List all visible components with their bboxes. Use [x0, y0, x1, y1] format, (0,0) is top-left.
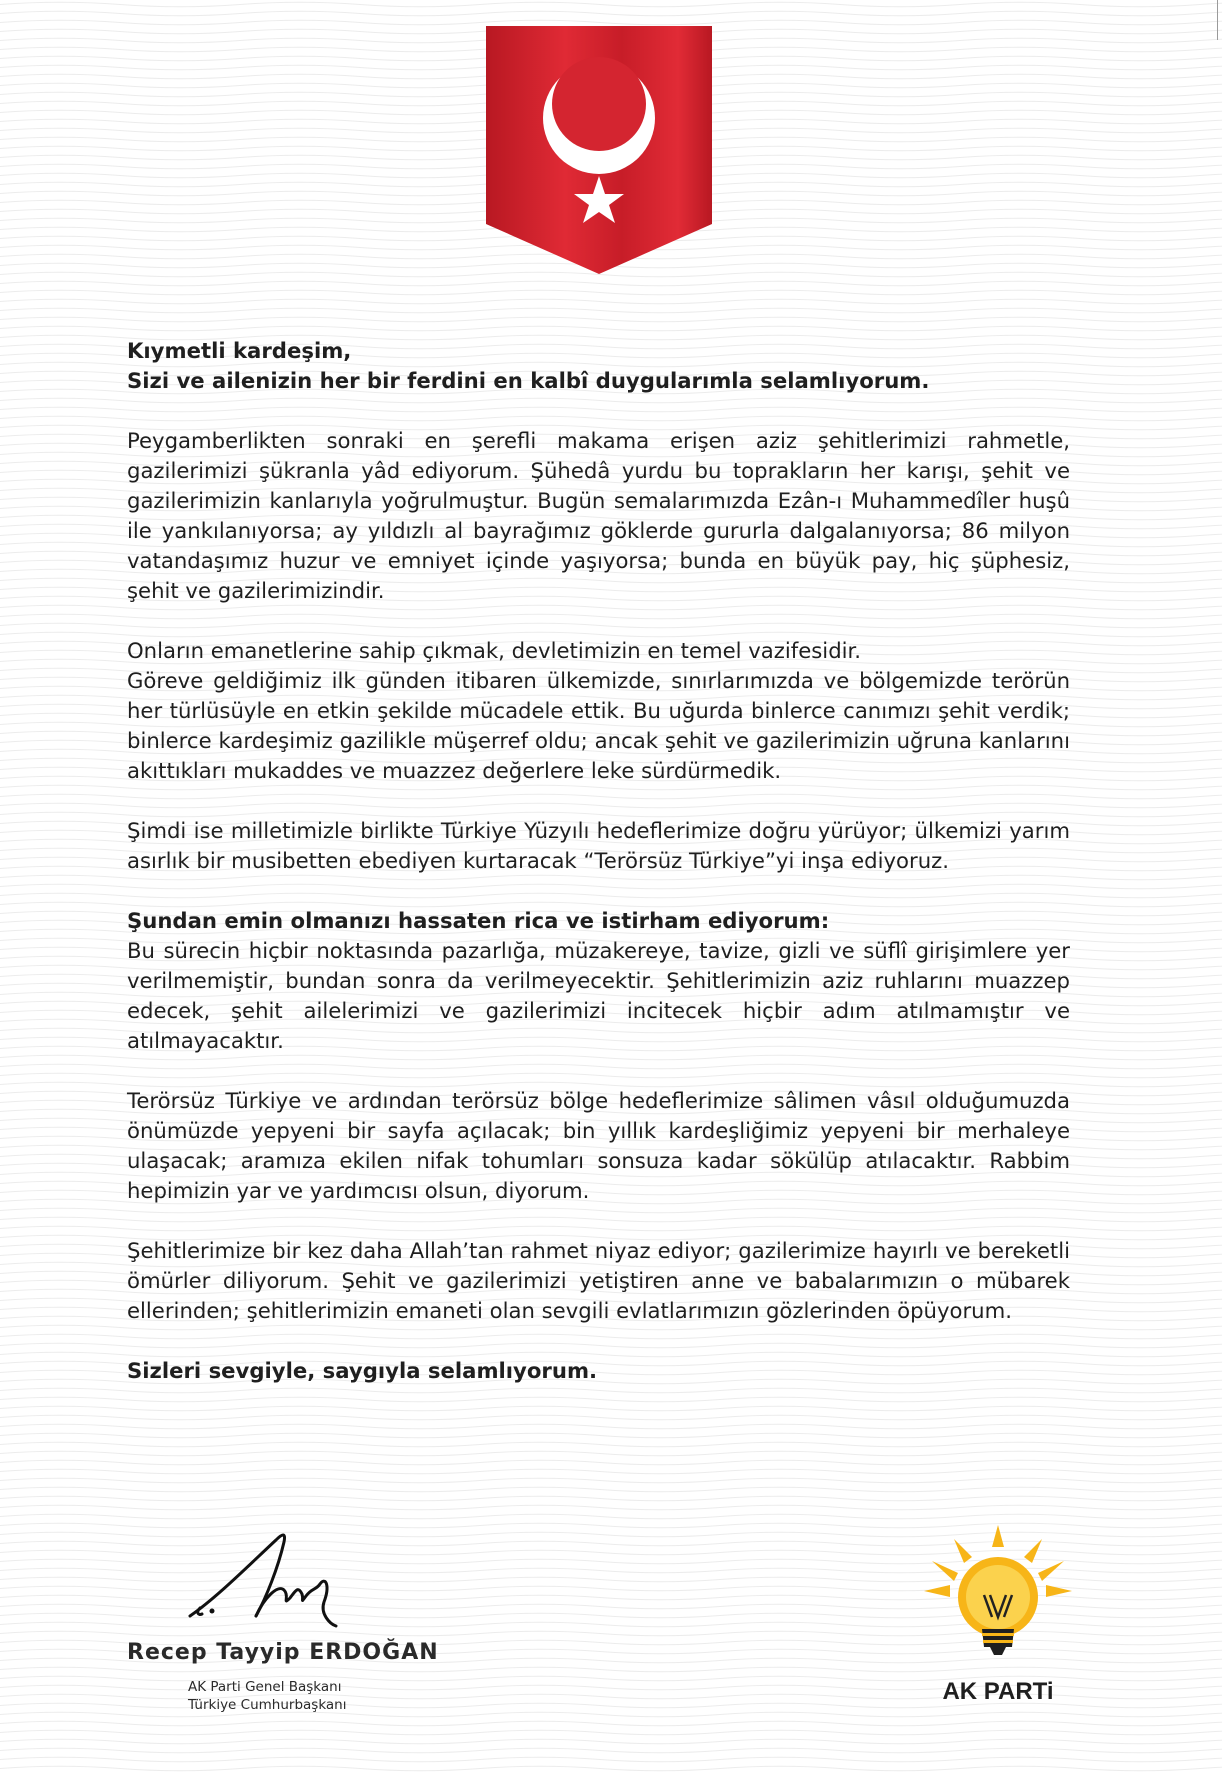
turkish-flag-icon: [486, 26, 712, 274]
paragraph-4-heading: Şundan emin olmanızı hassaten rica ve istirham ediyorum:: [127, 908, 830, 933]
signer-title-president: Türkiye Cumhurbaşkanı: [188, 1697, 347, 1713]
letter-greeting: Kıymetli kardeşim,: [127, 338, 352, 363]
paragraph-5: Terörsüz Türkiye ve ardından terörsüz bölge hedeflerimize sâlimen vâsıl olduğumuzda önümüzde yepyeni bir sayfa açılacak; bin yıllık kardeşliğimiz yepyeni bir merhaleye ulaşacak; aramıza ekilen nifak tohumları sonsuza kadar sökülüp atılacaktır. Rabbim hepimizin yar ve yardımcısı olsun, diyorum.: [127, 1088, 1070, 1203]
ak-parti-logo-text: AK PARTi: [942, 1678, 1054, 1705]
letter-closing: Sizleri sevgiyle, saygıyla selamlıyorum.: [127, 1358, 598, 1383]
letter-body: [127, 336, 1070, 1386]
letter-salute: Sizi ve ailenizin her bir ferdini en kalbî duygularımla selamlıyorum.: [127, 368, 930, 393]
signer-title: [188, 1678, 347, 1714]
paragraph-2-intro: Onların emanetlerine sahip çıkmak, devletimizin en temel vazifesidir.: [127, 638, 862, 663]
signer-name: Recep Tayyip ERDOĞAN: [127, 1640, 439, 1665]
paragraph-4: Bu sürecin hiçbir noktasında pazarlığa, müzakereye, tavize, gizli ve süflî girişimlere yer verilmemiştir, bundan sonra da verilmeyecektir. Şehitlerimizin aziz ruhlarını muazzep edecek, şehit ailelerimizi ve gazilerimizi incitecek hiçbir adım atılmamıştır ve atılmayacaktır.: [127, 938, 1070, 1053]
ak-parti-lightbulb-icon: [924, 1525, 1072, 1673]
signature-icon: [186, 1528, 356, 1633]
page-edge-line: [1217, 0, 1218, 40]
paragraph-2: Göreve geldiğimiz ilk günden itibaren ülkemizde, sınırlarımızda ve bölgemizde terörün her türlüsüyle en etkin şekilde mücadele ettik. Bu uğurda binlerce canımızı şehit verdik; binlerce kardeşimiz gazilikle müşerref oldu; ancak şehit ve gazilerimizin uğruna kanlarını akıttıkları mukaddes ve muazzez değerlere leke sürdürmedik.: [127, 668, 1070, 783]
paragraph-6: Şehitlerimize bir kez daha Allah’tan rahmet niyaz ediyor; gazilerimize hayırlı ve bereketli ömürler diliyorum. Şehit ve gazilerimizi yetiştiren anne ve babalarımızın o mübarek ellerinden; şehitlerimizin emaneti olan sevgili evlatlarımızın gözlerinden öpüyorum.: [127, 1238, 1070, 1323]
paragraph-1: Peygamberlikten sonraki en şerefli makama erişen aziz şehitlerimizi rahmetle, gazilerimizi şükranla yâd ediyorum. Şühedâ yurdu bu toprakların her karışı, şehit ve gazilerimizin kanlarıyla yoğrulmuştur. Bugün semalarımızda Ezân-ı Muhammedîler huşû ile yankılanıyorsa; ay yıldızlı al bayrağımız göklerde gururla dalgalanıyorsa; 86 milyon vatandaşımız huzur ve emniyet içinde yaşıyorsa; bunda en büyük pay, hiç şüphesiz, şehit ve gazilerimizindir.: [127, 428, 1070, 603]
paragraph-3: Şimdi ise milletimizle birlikte Türkiye Yüzyılı hedeflerimize doğru yürüyor; ülkemizi yarım asırlık bir musibetten ebediyen kurtaracak “Terörsüz Türkiye”yi inşa ediyoruz.: [127, 818, 1070, 873]
signer-title-party: AK Parti Genel Başkanı: [188, 1679, 342, 1695]
